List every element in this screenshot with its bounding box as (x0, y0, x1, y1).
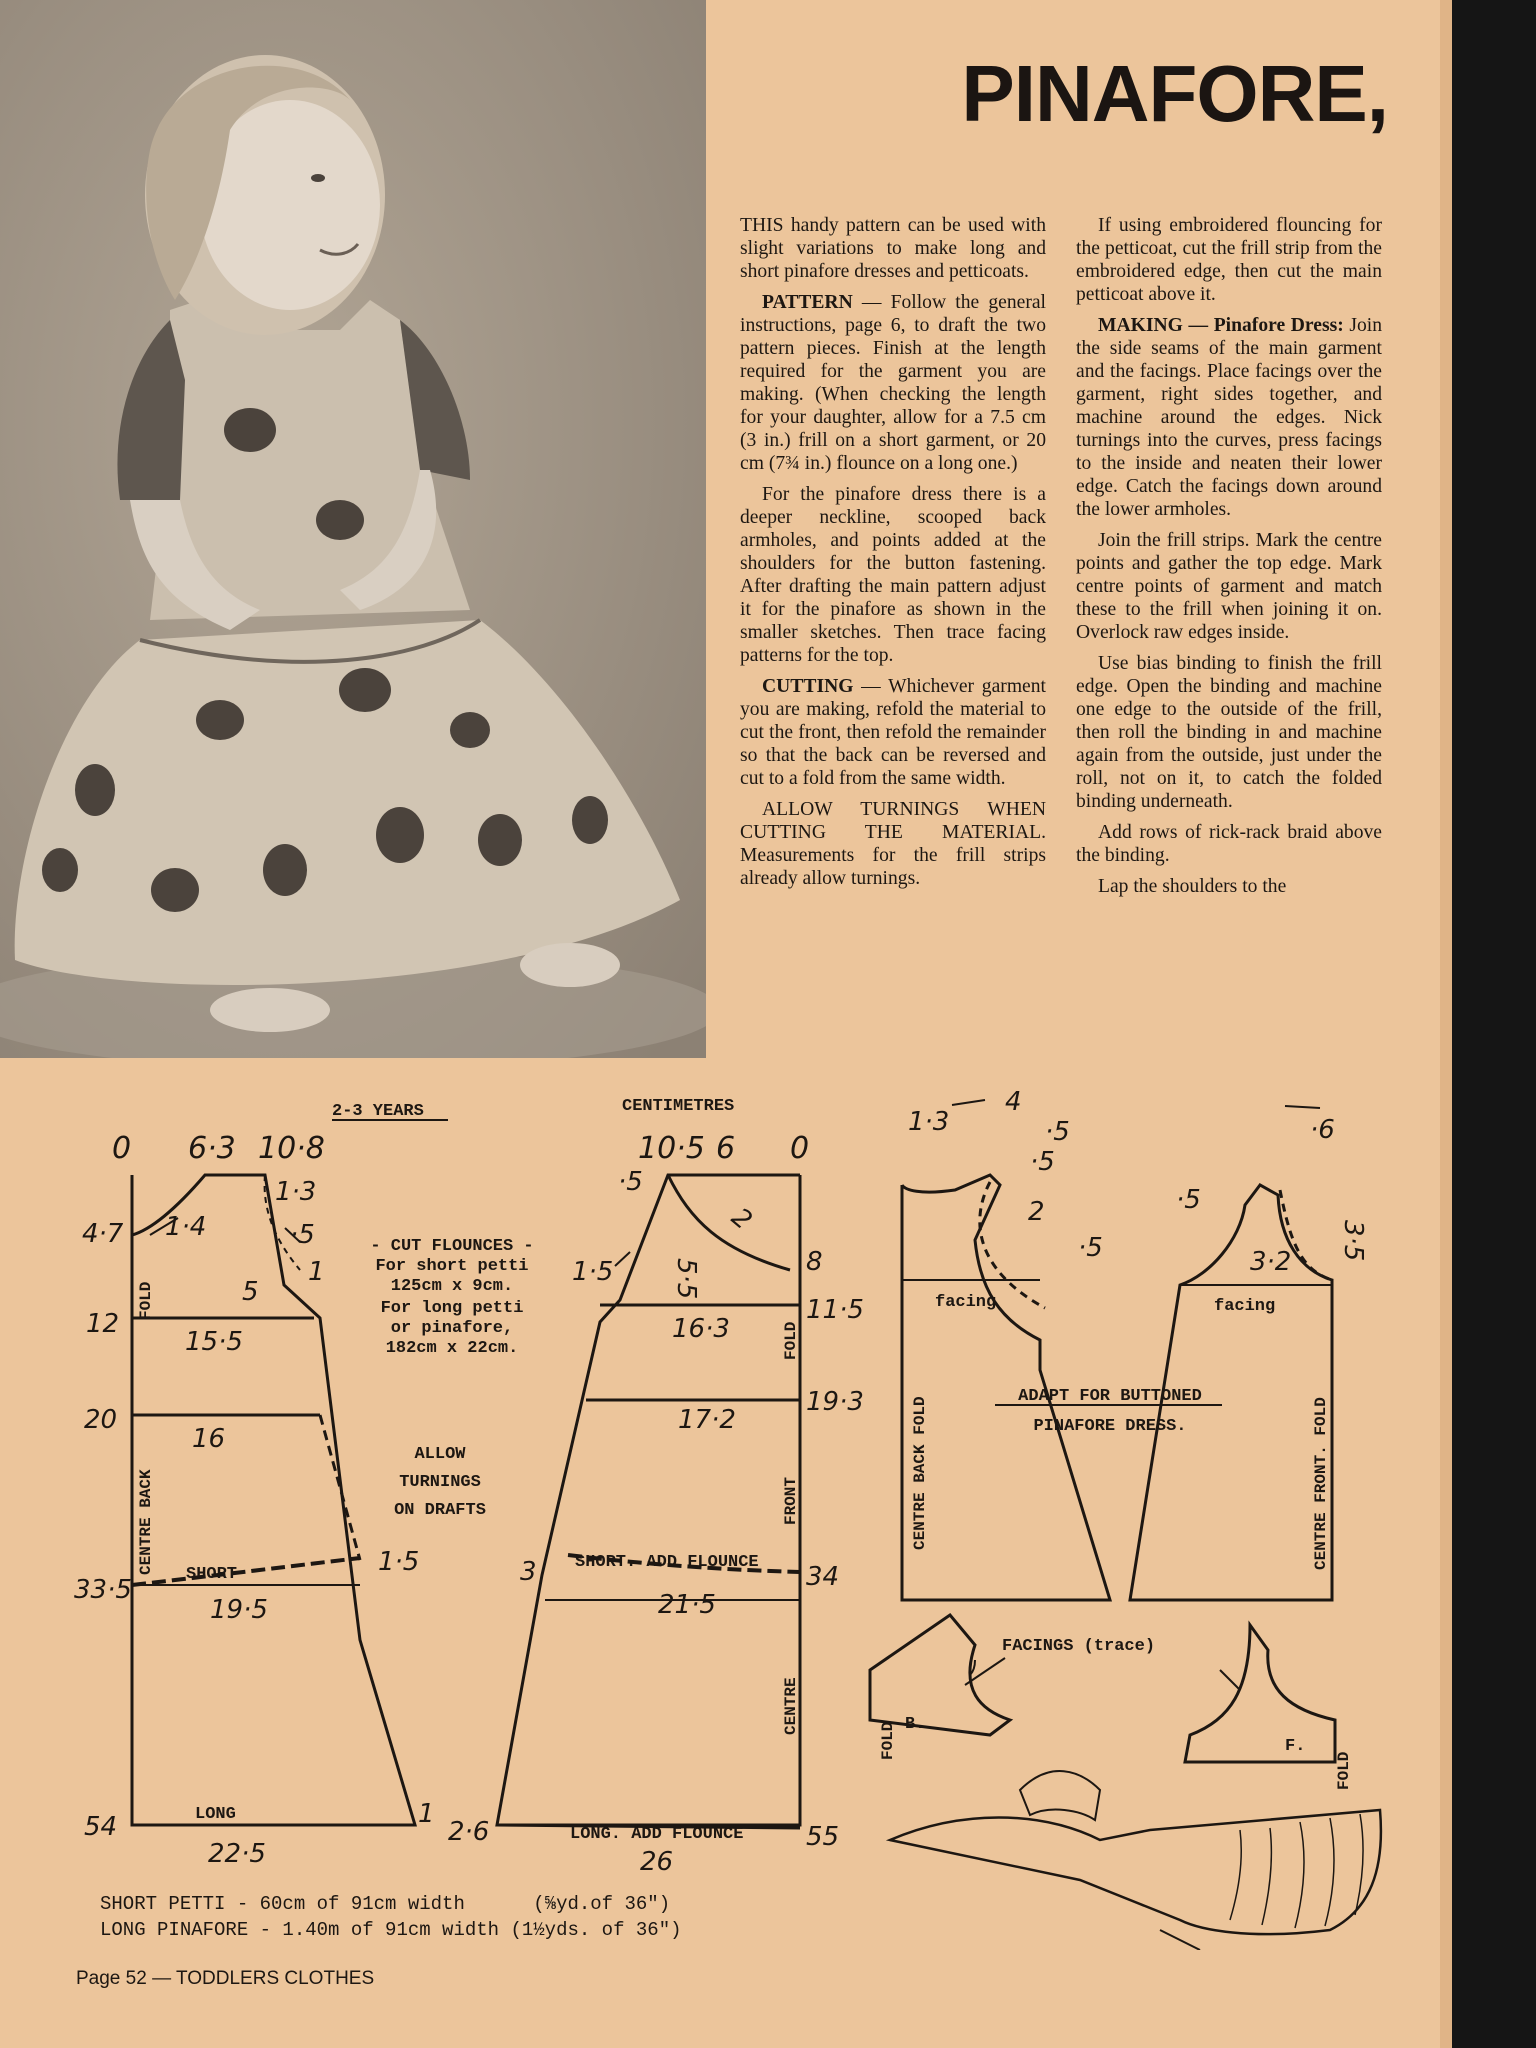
front-width: 26 (640, 1847, 674, 1877)
front-shoulder-mark: 1·5 (572, 1257, 614, 1287)
back-left-mark: 4·7 (82, 1219, 124, 1249)
front-centre-label: CENTRE (782, 1677, 800, 1735)
toddler-photo (0, 0, 706, 1058)
making-text: Join the side seams of the main garment and the facings. Place facings over the garment, right sides together, and machine around the edges. Nick turnings into the curves, press facings to the inside and neaten their lower edge. Catch the facings down around the lower armholes. (1076, 315, 1382, 520)
back-left-mark: 20 (84, 1405, 118, 1435)
back-width: 16 (192, 1424, 226, 1454)
front-top-mark: 6 (716, 1131, 736, 1166)
pinafore-back-mark: 2 (1028, 1197, 1045, 1227)
turnings-note-line: ON DRAFTS (394, 1501, 486, 1520)
flouncing-paragraph: If using embroidered flouncing for the petticoat, cut the frill strip from the embroidered edge, then cut the main petticoat above it. (1076, 215, 1382, 305)
turnings-note-line: ALLOW (414, 1445, 466, 1464)
back-neck-mark: 1·4 (165, 1212, 207, 1242)
front-fold-label: FOLD (782, 1321, 800, 1360)
facing-f-label: F. (1285, 1737, 1306, 1756)
pattern-heading: PATTERN (762, 292, 853, 313)
back-shoulder-mark: 1·3 (275, 1177, 317, 1207)
front-right-mark: 8 (806, 1247, 823, 1277)
pinafore-front-mark: 3·2 (1250, 1247, 1292, 1277)
pinafore-back-mark: ·5 (1078, 1233, 1103, 1263)
yardage-long: LONG PINAFORE - 1.40m of 91cm width (1½yds. of 36") (100, 1919, 682, 1941)
facing-b-fold: FOLD (879, 1721, 897, 1760)
front-neck-mark: 2 (725, 1202, 758, 1236)
centre-front-fold-label: CENTRE FRONT. FOLD (1312, 1397, 1330, 1570)
back-short-label: SHORT (186, 1565, 238, 1584)
pinafore-back-mark: 4 (1005, 1087, 1022, 1117)
facing-b-label: B. (905, 1715, 926, 1734)
cutting-paragraph (740, 675, 1046, 790)
front-left-mark: 3 (520, 1557, 537, 1587)
shoulders-paragraph: Lap the shoulders to the (1098, 876, 1287, 897)
front-label: FRONT (782, 1476, 800, 1525)
cutting-heading: CUTTING (762, 676, 854, 697)
facings-label: FACINGS (trace) (1002, 1637, 1156, 1656)
flounce-note-line: - CUT FLOUNCES - (370, 1237, 534, 1256)
front-top-mark: 0 (790, 1131, 810, 1166)
flounce-note-line: 182cm x 22cm. (385, 1339, 519, 1358)
turnings-paragraph: ALLOW TURNINGS WHEN CUTTING THE MATERIAL. Measurements for the frill strips already allow turnings. (740, 799, 1046, 889)
article-column-2 (1076, 214, 1382, 906)
back-neck-mark: ·5 (290, 1220, 315, 1250)
front-neck-mark: ·5 (618, 1167, 643, 1197)
size-label: 2-3 YEARS (332, 1102, 424, 1121)
pinafore-paragraph: For the pinafore dress there is a deeper neckline, scooped back armholes, and points added at the shoulders for the button fastening. After drafting the main pattern adjust it for the pinafore as shown in the smaller sketches. Then trace facing patterns for the top. (740, 484, 1046, 666)
binding-paragraph: Use bias binding to finish the frill edge. Open the binding and machine one edge to the outside of the frill, then roll the binding in and machine again from the outside, just under the roll, not on it, to catch the folded binding underneath. (1076, 653, 1382, 812)
pinafore-back-mark: ·5 (1030, 1147, 1055, 1177)
pinafore-front-mark: ·5 (1176, 1185, 1201, 1215)
article-column-1 (740, 214, 1046, 898)
pattern-paragraph (740, 291, 1046, 475)
back-fold-label: FOLD (137, 1281, 155, 1320)
front-width: 17·2 (678, 1405, 736, 1435)
pinafore-front-mark: 3·5 (1338, 1220, 1368, 1262)
back-long-label: LONG (195, 1805, 236, 1824)
front-armhole-mark: 5·5 (671, 1258, 701, 1300)
adapt-label-line: PINAFORE DRESS. (1033, 1417, 1187, 1436)
intro-paragraph: THIS handy pattern can be used with slight variations to make long and short pinafore dresses and petticoats. (740, 215, 1046, 282)
back-top-mark: 10·8 (258, 1131, 325, 1166)
front-top-mark: 10·5 (638, 1131, 705, 1166)
centre-back-label: CENTRE BACK (137, 1469, 155, 1575)
flounce-note-line: For long petti (380, 1299, 524, 1318)
back-left-mark: 54 (84, 1812, 118, 1842)
centre-back-fold-label: CENTRE BACK FOLD (911, 1396, 929, 1550)
back-armhole-mark: 5 (242, 1277, 259, 1307)
page-edge (1440, 0, 1452, 2048)
facing-f-fold: FOLD (1335, 1751, 1353, 1790)
back-armhole-mark: 1 (308, 1257, 325, 1287)
adapt-label-line: ADAPT FOR BUTTONED (1018, 1387, 1202, 1406)
back-hem-mark: 1 (418, 1799, 435, 1829)
rickrack-paragraph: Add rows of rick-rack braid above the binding. (1076, 822, 1382, 866)
headline: PINAFORE, (961, 49, 1388, 138)
units-label: CENTIMETRES (622, 1097, 735, 1116)
making-paragraph (1076, 314, 1382, 521)
pinafore-front-mark: ·6 (1310, 1115, 1335, 1145)
pattern-text: — Follow the general instructions, page 6, to draft the two pattern pieces. Finish at the length required for the garment you are making. (When checking the length for your daughter, allow for a 7.5 cm (3 in.) frill on a short garment, or 20 cm (7¾ in.) flounce on a long one.) (740, 292, 1046, 474)
back-width: 15·5 (185, 1327, 243, 1357)
front-right-mark: 19·3 (806, 1387, 864, 1417)
back-width: 19·5 (210, 1595, 268, 1625)
front-right-mark: 55 (806, 1822, 840, 1852)
back-side-mark: 1·5 (378, 1547, 420, 1577)
back-top-mark: 6·3 (188, 1131, 236, 1166)
pattern-diagram (0, 1070, 1440, 1950)
front-right-mark: 34 (806, 1562, 840, 1592)
front-facing-label: facing (1214, 1297, 1276, 1316)
front-width: 16·3 (672, 1314, 730, 1344)
back-width: 22·5 (208, 1839, 266, 1869)
turnings-note-line: TURNINGS (399, 1473, 481, 1492)
back-top-mark: 0 (112, 1131, 132, 1166)
front-width: 21·5 (658, 1590, 716, 1620)
frill-paragraph: Join the frill strips. Mark the centre points and gather the top edge. Mark centre points of garment and match these to the frill when joining it on. Overlock raw edges inside. (1076, 530, 1382, 643)
page-footer: Page 52 — TODDLERS CLOTHES (76, 1968, 375, 1989)
back-left-mark: 12 (86, 1309, 120, 1339)
front-short-label: SHORT. ADD FLOUNCE (575, 1553, 759, 1572)
front-left-mark: 2·6 (448, 1817, 490, 1847)
pinafore-back-mark: 1·3 (908, 1107, 950, 1137)
front-right-mark: 11·5 (806, 1295, 864, 1325)
cutting-text: — Whichever garment you are making, refold the material to cut the front, then refold the remainder so that the back can be reversed and cut to a fold from the same width. (740, 676, 1046, 789)
pinafore-back-mark: ·5 (1045, 1117, 1070, 1147)
yardage-short: SHORT PETTI - 60cm of 91cm width (⅝yd.of 36") (100, 1893, 671, 1915)
flounce-note-line: For short petti (375, 1257, 529, 1276)
front-long-label: LONG. ADD FLOUNCE (570, 1825, 744, 1844)
making-heading: MAKING — Pinafore Dress: (1098, 315, 1344, 336)
back-facing-label: facing (935, 1293, 997, 1312)
flounce-note-line: 125cm x 9cm. (390, 1277, 514, 1296)
flounce-note-line: or pinafore, (390, 1319, 514, 1338)
back-left-mark: 33·5 (74, 1575, 132, 1605)
